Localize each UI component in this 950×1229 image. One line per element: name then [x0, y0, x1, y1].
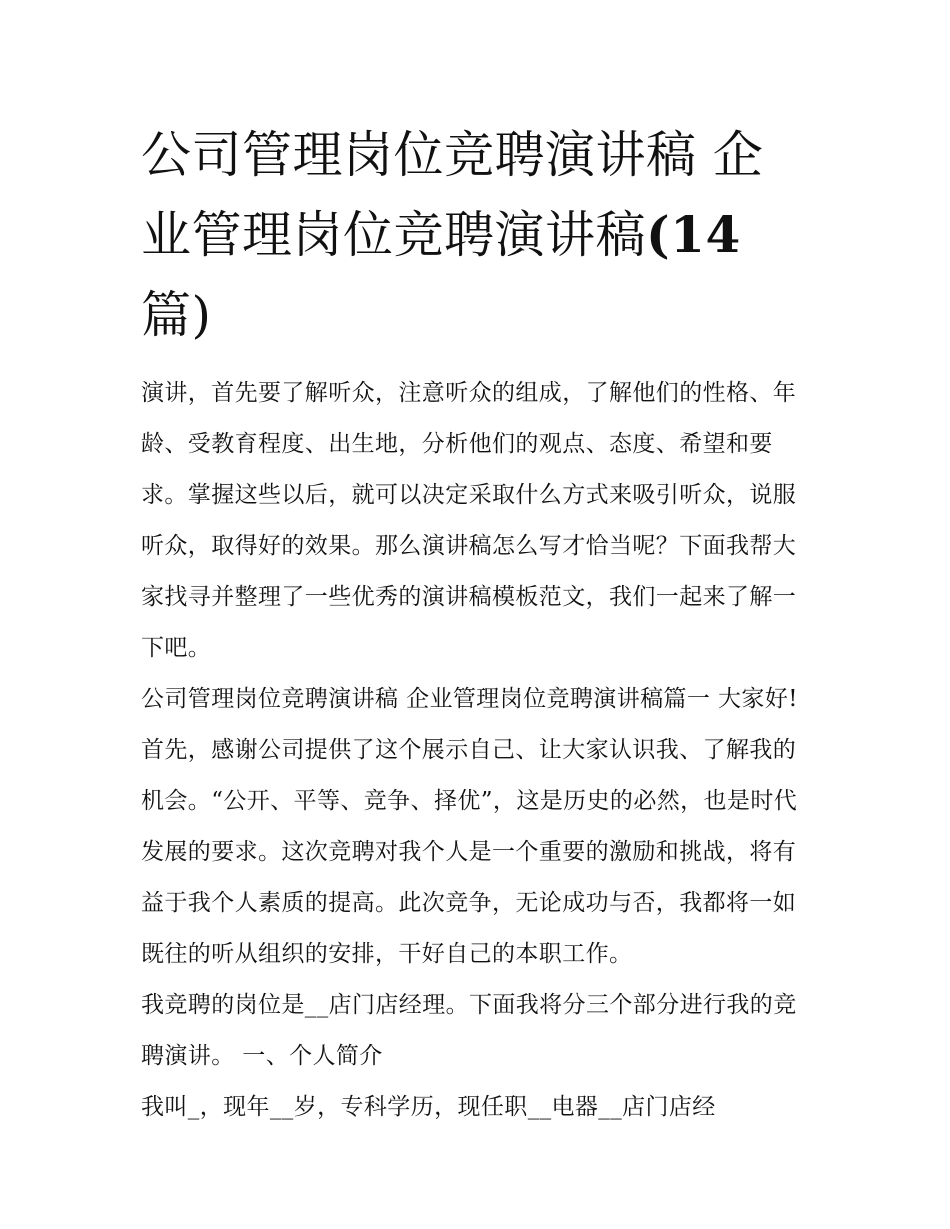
thanks-paragraph: 首先，感谢公司提供了这个展示自己、让大家认识我、了解我的机会。“公开、平等、竞争、择优”，这是历史的必然，也是时代发展的要求。这次竞聘对我个人是一个重要的激励和挑战，将有益于我个人素质的提高。此次竞争，无论成功与否，我都将一如既往的听从组织的安排，干好自己的本职工作。 — [141, 737, 798, 967]
title-main: 公司管理岗位竞聘演讲稿 企业管理岗位竞聘演讲稿 — [141, 126, 764, 264]
title-suffix: 篇) — [141, 286, 212, 344]
position-paragraph: 我竞聘的岗位是__店门店经理。下面我将分三个部分进行我的竞聘演讲。 一、个人简介 — [141, 992, 797, 1069]
document-title — [141, 115, 813, 355]
self-intro-paragraph: 我叫_，现年__岁，专科学历，现任职__电器__店门店经 — [141, 1094, 716, 1120]
document-body — [141, 115, 813, 1133]
intro-paragraph: 演讲，首先要了解听众，注意听众的组成，了解他们的性格、年龄、受教育程度、出生地，分析他们的观点、态度、希望和要求。掌握这些以后，就可以决定采取什么方式来吸引听众，说服听众，取得好的效果。那么演讲稿怎么写才恰当呢？下面我帮大家找寻并整理了一些优秀的演讲稿模板范文，我们一起来了解一下吧。 — [141, 380, 797, 661]
title-count: (14 — [646, 205, 741, 264]
section-heading-paragraph: 公司管理岗位竞聘演讲稿 企业管理岗位竞聘演讲稿篇一 大家好! — [141, 686, 798, 712]
